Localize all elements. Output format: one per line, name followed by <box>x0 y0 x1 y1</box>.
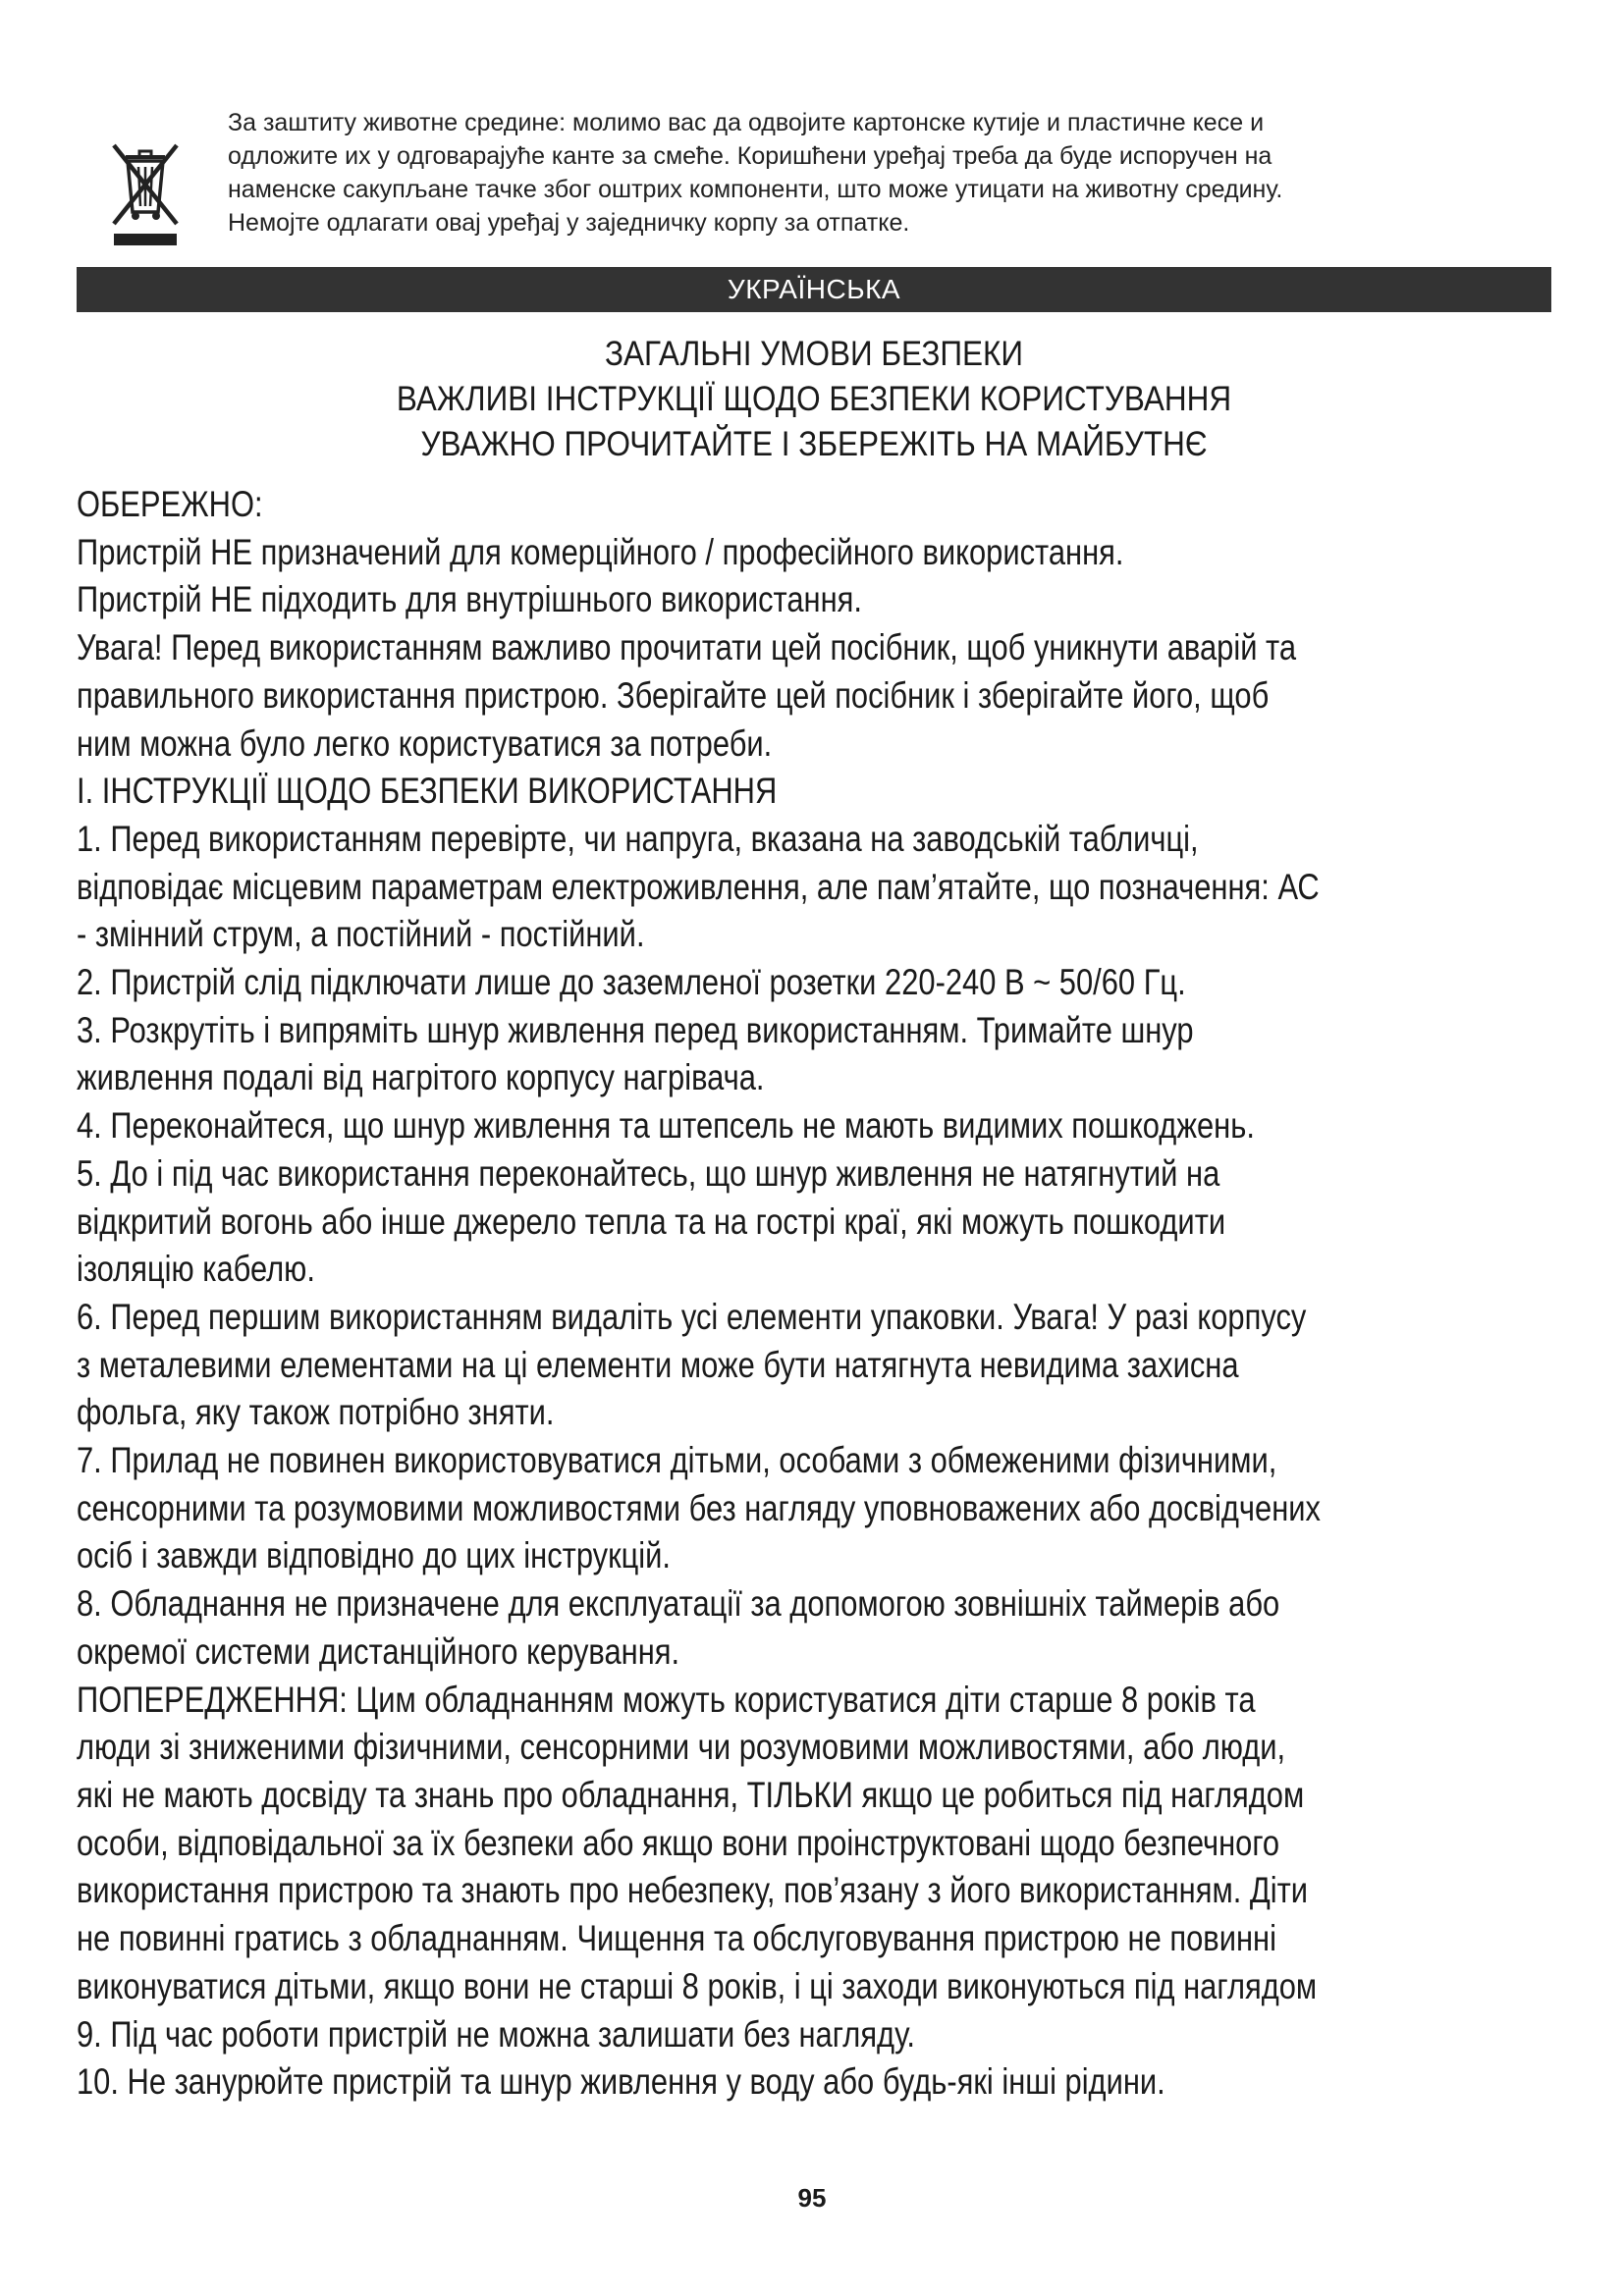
body-line: Пристрій НЕ призначений для комерційного / професійного використання. <box>77 531 1124 572</box>
body-line: 3. Розкрутіть і випряміть шнур живлення перед використанням. Тримайте шнур <box>77 1009 1194 1050</box>
body-line: відкритий вогонь або інше джерело тепла та на гострі краї, які можуть пошкодити <box>77 1201 1226 1242</box>
body-line: 8. Обладнання не призначене для експлуатації за допомогою зовнішніх таймерів або <box>77 1583 1280 1625</box>
body-line: живлення подалі від нагрітого корпусу нагрівача. <box>77 1057 765 1098</box>
body-line: осіб і завжди відповідно до цих інструкцій. <box>77 1535 672 1576</box>
body-line: 4. Переконайтеся, що шнур живлення та штепсель не мають видимих ​​пошкоджень. <box>77 1105 1255 1147</box>
body-line: які не мають досвіду та знань про обладнання, ТІЛЬКИ якщо це робиться під наглядом <box>77 1774 1305 1815</box>
body-line: Увага! Перед використанням важливо прочитати цей посібник, щоб уникнути аварій та <box>77 627 1297 668</box>
subsection-title: I. ІНСТРУКЦІЇ ЩОДО БЕЗПЕКИ ВИКОРИСТАННЯ <box>77 771 778 812</box>
language-section-bar: УКРАЇНСЬКА <box>77 267 1551 312</box>
environment-notice-text <box>228 106 1563 240</box>
body-line: виконуватися дітьми, якщо вони не старші 8 років, і ці заходи виконуються під наглядом <box>77 1965 1318 2006</box>
body-line: ним можна було легко користуватися за потреби. <box>77 722 773 764</box>
body-line: люди зі зниженими фізичними, сенсорними чи розумовими можливостями, або люди, <box>77 1727 1286 1768</box>
heading-line: УВАЖНО ПРОЧИТАЙТЕ І ЗБЕРЕЖІТЬ НА МАЙБУТНЄ <box>420 425 1208 463</box>
notice-line: Немојте одлагати овај уређај у заједничку корпу за отпатке. <box>228 209 910 237</box>
caution-label: ОБЕРЕЖНО: <box>77 484 263 524</box>
body-line: 1. Перед використанням перевірте, чи напруга, вказана на заводській табличці, <box>77 818 1199 859</box>
body-line: ПОПЕРЕДЖЕННЯ: Цим обладнанням можуть користуватися діти старше 8 років та <box>77 1679 1256 1720</box>
page-number: 95 <box>797 2183 827 2213</box>
heading-line: ЗАГАЛЬНІ УМОВИ БЕЗПЕКИ <box>604 335 1024 373</box>
section-headings <box>77 332 1551 467</box>
body-line: - змінний струм, а постійний - постійний. <box>77 914 645 955</box>
environment-notice <box>98 106 1551 253</box>
body-line: відповідає місцевим параметрам електроживлення, але пам’ятайте, що позначення: АС <box>77 866 1320 907</box>
body-line: 6. Перед першим використанням видаліть усі елементи упаковки. Увага! У разі корпусу <box>77 1296 1307 1337</box>
heading-line: ВАЖЛИВІ ІНСТРУКЦІЇ ЩОДО БЕЗПЕКИ КОРИСТУВАННЯ <box>396 380 1232 418</box>
body-line: 10. Не занурюйте пристрій та шнур живлення у воду або будь-які інші рідини. <box>77 2061 1165 2103</box>
safety-instructions-body <box>77 481 1559 2107</box>
notice-line: За заштиту животне средине: молимо вас да одвојите картонске кутије и пластичне кесе и <box>228 109 1265 136</box>
body-line: 9. Під час роботи пристрій не можна залишати без нагляду. <box>77 2013 916 2055</box>
notice-line: наменске сакупљане тачке због оштрих компоненти, што може утицати на животну средину. <box>228 176 1283 203</box>
body-line: правильного використання пристрою. Зберігайте цей посібник і зберігайте його, щоб <box>77 674 1270 716</box>
body-line: з металевими елементами на ці елементи може бути натягнута невидима захисна <box>77 1344 1239 1385</box>
notice-line: одложите их у одговарајуће канте за смеће. Коришћени уређај треба да буде испоручен на <box>228 142 1272 170</box>
body-line: 2. Пристрій слід підключати лише до заземленої розетки 220-240 В ~ 50/60 Гц. <box>77 962 1186 1003</box>
body-line: 7. Прилад не повинен використовуватися дітьми, особами з обмеженими фізичними, <box>77 1440 1277 1481</box>
body-line: не повинні гратись з обладнанням. Чищення та обслуговування пристрою не повинні <box>77 1918 1276 1959</box>
body-line: використання пристрою та знають про небезпеку, пов’язану з його використанням. Діти <box>77 1870 1309 1911</box>
crossed-out-wheelie-bin-icon <box>102 137 189 247</box>
body-line: Пристрій НЕ підходить для внутрішнього використання. <box>77 579 862 620</box>
body-line: 5. До і під час використання переконайтесь, що шнур живлення не натягнутий на <box>77 1152 1220 1194</box>
body-line: фольга, яку також потрібно зняти. <box>77 1392 555 1433</box>
body-line: окремої системи дистанційного керування. <box>77 1630 680 1672</box>
body-line: ізоляцію кабелю. <box>77 1249 315 1290</box>
body-line: особи, відповідальної за їх безпеки або якщо вони проінструктовані щодо безпечного <box>77 1822 1280 1863</box>
body-line: сенсорними та розумовими можливостями без нагляду уповноважених або досвідчених <box>77 1487 1321 1528</box>
